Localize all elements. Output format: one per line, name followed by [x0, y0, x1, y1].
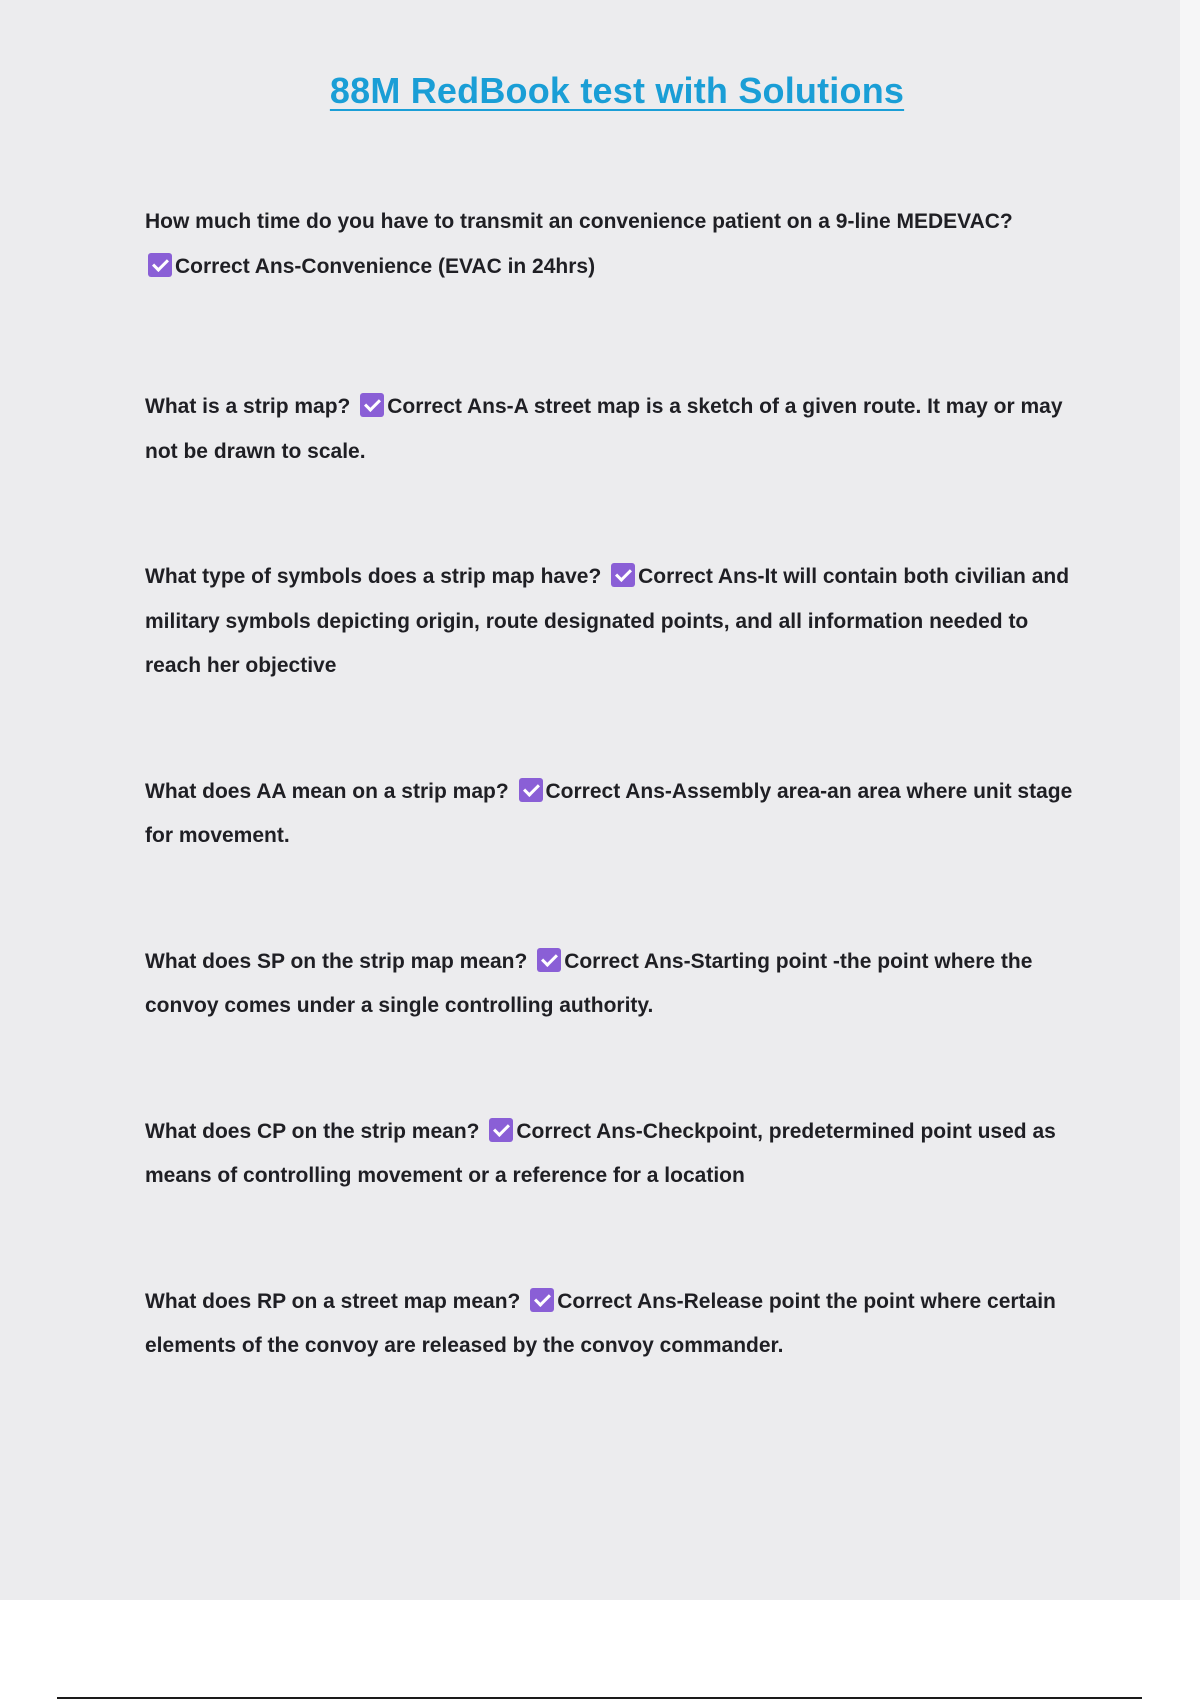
question-text: How much time do you have to transmit an convenience patient on a 9-line MEDEVAC?: [145, 210, 1013, 233]
checked-checkbox-icon: [530, 1288, 554, 1312]
checked-checkbox-icon: [537, 948, 561, 972]
qa-item: [145, 770, 1085, 859]
qa-item: [145, 385, 1085, 474]
page-edge: [1180, 0, 1200, 1600]
checked-checkbox-icon: [148, 253, 172, 277]
checked-checkbox-icon: [489, 1118, 513, 1142]
qa-item: [145, 555, 1085, 689]
answer-text: Correct Ans-It will contain both civilian and military symbols depicting origin, route designated points, and all information needed to reach her objective: [145, 565, 1070, 677]
checked-checkbox-icon: [360, 393, 384, 417]
qa-item: [145, 200, 1085, 289]
question-text: What does AA mean on a strip map?: [145, 779, 509, 803]
answer-text: Correct Ans-Convenience (EVAC in 24hrs): [175, 254, 596, 278]
answer-text: Correct Ans-Assembly area-an area where unit stage for movement.: [145, 779, 1073, 847]
qa-list: [145, 200, 1085, 1450]
question-text: What does RP on a street map mean?: [145, 1289, 521, 1313]
question-text: What is a strip map?: [145, 395, 351, 418]
qa-item: [145, 940, 1085, 1029]
question-text: What does CP on the strip mean?: [145, 1119, 480, 1143]
document-title: 88M RedBook test with Solutions: [329, 70, 905, 111]
checked-checkbox-icon: [611, 563, 635, 587]
answer-text: Correct Ans-Release point the point where certain elements of the convoy are released by the convoy commander.: [145, 1289, 1056, 1357]
answer-text: Correct Ans-Checkpoint, predetermined point used as means of controlling movement or a reference for a location: [145, 1119, 1056, 1187]
question-text: What does SP on the strip map mean?: [145, 949, 528, 973]
answer-text: Correct Ans-Starting point -the point where the convoy comes under a single controlling authority.: [145, 949, 1033, 1017]
footer-divider: [57, 1697, 1142, 1699]
answer-text: Correct Ans-A street map is a sketch of a given route. It may or may not be drawn to scale.: [145, 395, 1063, 463]
qa-item: [145, 1280, 1085, 1369]
qa-item: [145, 1110, 1085, 1199]
checked-checkbox-icon: [519, 778, 543, 802]
question-text: What type of symbols does a strip map have?: [145, 565, 602, 588]
